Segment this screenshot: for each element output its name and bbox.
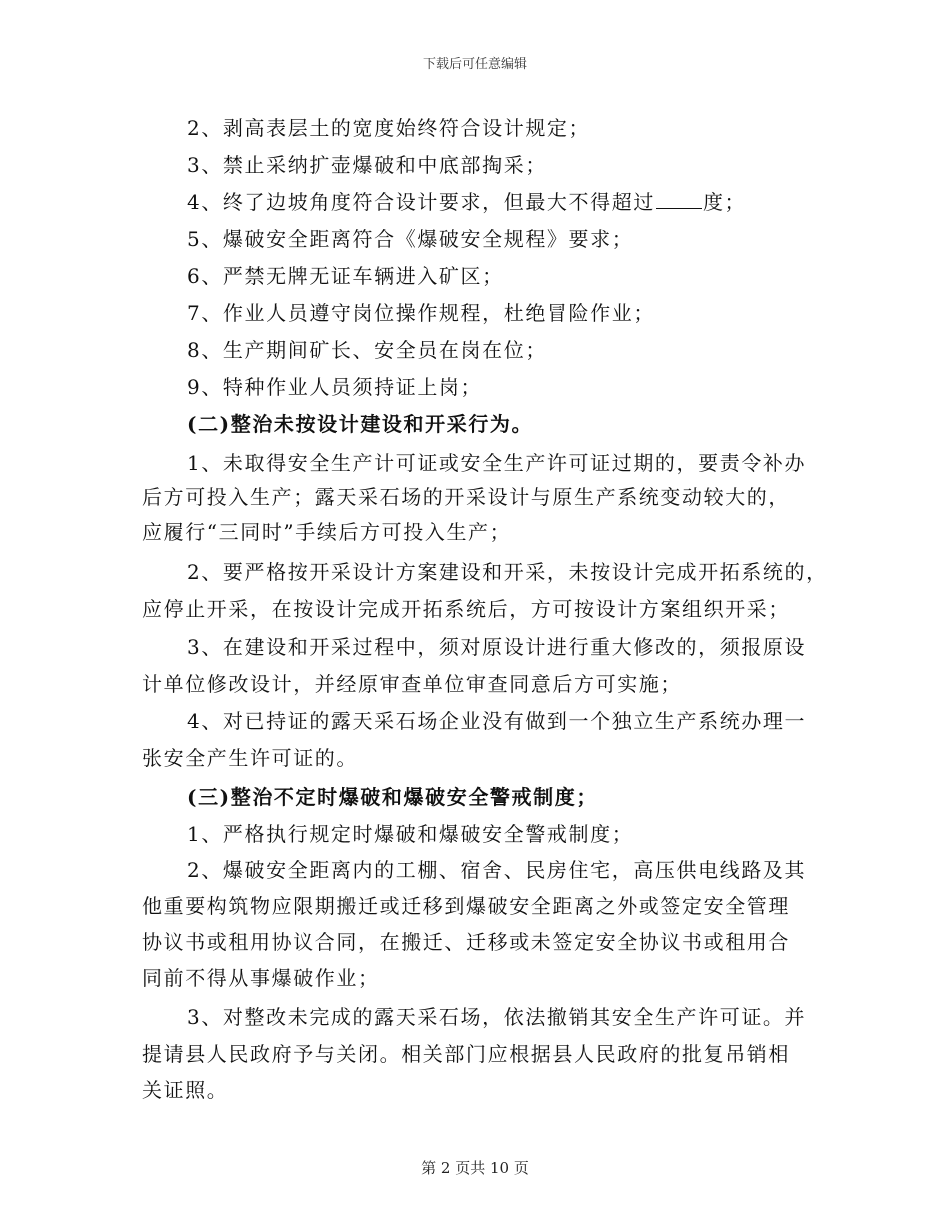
paragraph-line: 应停止开采，在按设计完成开拓系统后，方可按设计方案组织开采； [142,597,790,621]
list-item: 7、作业人员遵守岗位操作规程，杜绝冒险作业； [187,301,655,325]
list-item-text: 度； [702,190,747,214]
paragraph-line: 1、未取得安全生产计可证或安全生产许可证过期的，要责令补办 [187,451,807,475]
list-item: 6、严禁无牌无证车辆进入矿区； [187,264,504,288]
list-item [187,190,746,214]
paragraph-line: 计单位修改设计，并经原审查单位审查同意后方可实施； [142,672,682,696]
paragraph-line: 他重要构筑物应限期搬迁或迁移到爆破安全距离之外或签定安全管理 [142,894,790,918]
paragraph-line: 3、在建设和开采过程中，须对原设计进行重大修改的，须报原设 [187,635,807,659]
list-item: 5、爆破安全距离符合《爆破安全规程》要求； [187,227,634,251]
page-header: 下载后可任意编辑 [422,57,527,72]
paragraph-line: 后方可投入生产；露天采石场的开采设计与原生产系统变动较大的， [142,485,790,509]
list-item: 8、生产期间矿长、安全员在岗在位； [187,338,547,362]
paragraph-line: 关证照。 [142,1078,229,1102]
paragraph-line: 3、对整改未完成的露天采石场，依法撤销其安全生产许可证。并 [187,1005,807,1029]
paragraph-line: 应履行“三同时”手续后方可投入生产； [142,520,512,544]
list-item: 9、特种作业人员须持证上岗； [187,375,483,399]
paragraph-line: 2、要严格按开采设计方案建设和开采，未按设计完成开拓系统的， [187,560,828,584]
list-item: 3、禁止采纳扩壶爆破和中底部掏采； [187,153,547,177]
page-footer: 第 2 页共 10 页 [421,1159,529,1177]
paragraph-line: 张安全产生许可证的。 [142,746,358,770]
list-item: 2、剥高表层土的宽度始终符合设计规定； [187,116,591,140]
paragraph-line: 协议书或租用协议合同，在搬迁、迁移或未签定安全协议书或租用合 [142,930,790,954]
list-item-text: 4、终了边坡角度符合设计要求，但最大不得超过 [187,190,655,214]
paragraph-line: 提请县人民政府予与关闭。相关部门应根据县人民政府的批复吊销相 [142,1042,790,1066]
fill-in-blank [656,190,702,209]
paragraph-line: 2、爆破安全距离内的工棚、宿舍、民房住宅，高压供电线路及其 [187,858,807,882]
section-heading: (三)整治不定时爆破和爆破安全警戒制度； [187,785,598,809]
paragraph-line: 4、对已持证的露天采石场企业没有做到一个独立生产系统办理一 [187,709,807,733]
section-heading: (二)整治未按设计建设和开采行为。 [187,412,534,436]
paragraph-line: 同前不得从事爆破作业； [142,966,380,990]
paragraph-line: 1、严格执行规定时爆破和爆破安全警戒制度； [187,822,634,846]
